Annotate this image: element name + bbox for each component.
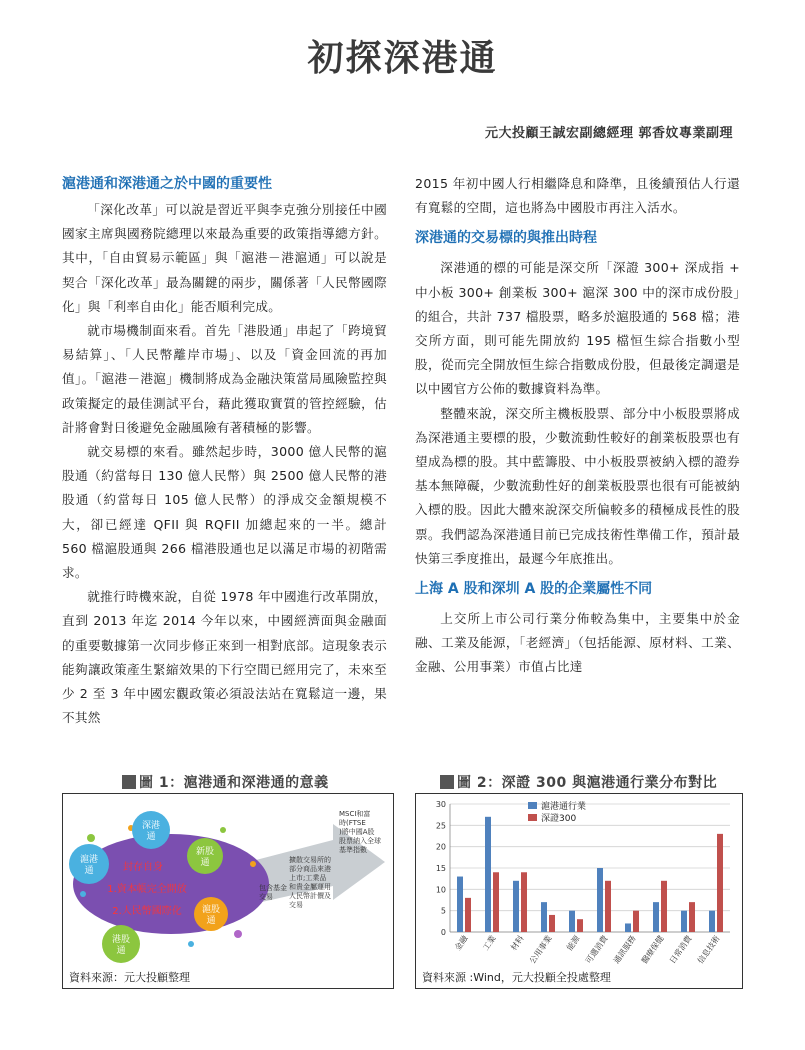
arrow-text: 交易 [259, 893, 273, 901]
center-item: 2.人民幣國際化 [112, 906, 182, 917]
x-tick-label: 信息技術 [695, 933, 722, 966]
bubble-label: 通 [116, 946, 126, 956]
bubble-label: 通 [146, 832, 156, 842]
arrow-text: 包含基金 [259, 884, 287, 892]
figure2-chart [415, 793, 743, 989]
section-heading-importance: 滬港通和深港通之於中國的重要性 [62, 176, 272, 192]
bar-hugangtong [681, 911, 687, 932]
bar-hugangtong [597, 868, 603, 932]
bar-chart-svg [416, 794, 741, 970]
dot-icon [250, 861, 256, 867]
bar-hugangtong [513, 881, 519, 932]
paragraph: 「深化改革」可以說是習近平與李克強分別接任中國國家主席與國務院總理以來最為重要的政策指導總方針。其中，「自由貿易示範區」與「滬港－港滬通」可以說是契合「深化改革」最為關鍵的兩步，關係著「人民幣國際化」與「利率自由化」能否順利完成。 [62, 202, 387, 314]
bar-shenzheng300 [717, 834, 723, 932]
bar-shenzheng300 [521, 872, 527, 932]
figure1-title: 圖 1：滬港通和深港通的意義 [122, 772, 329, 792]
bar-shenzheng300 [493, 872, 499, 932]
bar-shenzheng300 [661, 881, 667, 932]
y-tick-label: 5 [440, 906, 446, 916]
bubble-label: 滬港 [79, 855, 99, 865]
legend-swatch [528, 814, 537, 821]
bubble-label: 新股 [195, 847, 215, 857]
bubble-label: 通 [200, 858, 210, 868]
center-item: 1.資本帳完全開放 [107, 884, 187, 895]
figure1-svg [63, 794, 392, 966]
right-column [415, 172, 740, 680]
arrow-text: 時(FTSE [339, 819, 366, 827]
bar-hugangtong [457, 877, 463, 932]
legend-swatch [528, 802, 537, 809]
section-heading-targets: 深港通的交易標的與推出時程 [415, 230, 597, 247]
x-tick-label: 材料 [509, 933, 526, 953]
bar-shenzheng300 [689, 902, 695, 932]
bar-shenzheng300 [577, 919, 583, 932]
y-tick-label: 30 [435, 800, 446, 809]
x-tick-label: 日常消費 [667, 933, 694, 966]
dot-icon [80, 891, 86, 897]
bubble-label: 通 [206, 916, 216, 926]
arrow-text: 基準指數 [339, 846, 367, 854]
x-tick-label: 可選消費 [583, 933, 610, 966]
bubble-label: 深港 [141, 821, 161, 831]
x-tick-label: 通訊服務 [611, 933, 638, 966]
paragraph: 整體來說，深交所主機板股票、部分中小板股票將成為深港通主要標的股，少數流動性較好的創業板股票也有望成為標的股。其中藍籌股、中小板股票被納入標的證券基本無障礙，少數流動性好的創業板股票也很有可能被納入標的股。因此大體來說深交所偏較多的積極成長性的股票。我們認為深港通目前已完成技術性準備工作，預計最快第三季度推出，最遲今年底推出。 [415, 405, 740, 566]
bubble-label: 港股 [111, 935, 131, 945]
center-item: 封存自身 [123, 862, 163, 873]
paragraph: 上交所上市公司行業分佈較為集中，主要集中於金融、工業及能源，「老經濟」（包括能源、原材料、工業、金融、公用事業）市值占比達 [415, 611, 740, 675]
y-tick-label: 15 [435, 864, 446, 873]
y-tick-label: 0 [440, 928, 446, 937]
arrow-text: MSCI和富 [339, 810, 371, 818]
author-byline: 元大投顧王誠宏副總經理 郭香妏專業副理 [484, 126, 733, 141]
arrow-text: 上市;工業品 [289, 874, 327, 882]
arrow-text: 人民幣計價及 [289, 892, 331, 900]
dot-icon [87, 834, 95, 842]
dot-icon [234, 930, 242, 938]
y-tick-label: 25 [435, 821, 446, 831]
section-heading-attributes: 上海 A 股和深圳 A 股的企業屬性不同 [415, 581, 653, 598]
bar-shenzheng300 [633, 911, 639, 932]
bar-hugangtong [709, 911, 715, 932]
paragraph: 就推行時機來說，自從 1978 年中國進行改革開放，直到 2013 年迄 2014 今年以來，中國經濟面與金融面的重要數據第一次同步修正來到一相對底部。這現象表示能夠讓政策產生緊縮效果的下行空間已經用完了，未來至少 2 至 3 年中國宏觀政策必須設法站在寬鬆這一邊，果不其然 [62, 589, 387, 726]
dot-icon [188, 941, 194, 947]
arrow-text: 擴散交易所的 [289, 856, 331, 864]
bar-hugangtong [653, 902, 659, 932]
bar-shenzheng300 [465, 898, 471, 932]
x-tick-label: 金融 [453, 933, 470, 953]
bar-shenzheng300 [549, 915, 555, 932]
left-column [62, 172, 387, 730]
arrow-text: )將中國A股 [339, 828, 375, 836]
paragraph: 就交易標的來看。雖然起步時，3000 億人民幣的滬股通（約當每日 130 億人民幣）與 2500 億人民幣的港股通（約當每日 105 億人民幣）的淨成交金額規模不大，卻已經達 QFII 與 RQFII 加總起來的一半。總計 560 檔滬股通與 266 檔港股通也足以滿足市場的初階需求。 [62, 444, 387, 581]
x-tick-label: 工業 [481, 933, 498, 953]
arrow-text: 交易 [289, 901, 303, 909]
figure1-source: 資料來源：元大投顧整理 [69, 971, 190, 984]
bar-hugangtong [569, 911, 575, 932]
arrow-text: 和貴金屬運用 [289, 883, 331, 891]
x-tick-label: 醫療保健 [639, 933, 666, 966]
bubble-label: 通 [84, 866, 94, 876]
dot-icon [220, 827, 226, 833]
bubble-label: 滬股 [201, 905, 221, 915]
legend-label: 深證300 [541, 814, 577, 824]
y-tick-label: 10 [435, 885, 446, 895]
paragraph: 就市場機制面來看。首先「港股通」串起了「跨境貿易結算」、「人民幣離岸市場」、以及「資金回流的再加值」。「滬港－港滬」機制將成為金融決策當局風險監控與政策擬定的最佳測試平台，藉此獲取實質的管控經驗，估計將會對日後避免金融風險有著積極的影響。 [62, 323, 387, 435]
y-tick-label: 20 [435, 842, 446, 852]
figure2-source: 資料來源 :Wind，元大投顧全投處整理 [422, 971, 611, 984]
square-bullet-icon [122, 775, 136, 789]
bar-hugangtong [541, 902, 547, 932]
paragraph-continued: 2015 年初中國人行相繼降息和降準，且後續預估人行還有寬鬆的空間，這也將為中國股市再注入活水。 [415, 176, 740, 216]
bar-shenzheng300 [605, 881, 611, 932]
x-tick-label: 能源 [565, 933, 582, 953]
legend-label: 滬港通行業 [541, 802, 587, 812]
square-bullet-icon [440, 775, 454, 789]
bar-hugangtong [485, 817, 491, 932]
paragraph: 深港通的標的可能是深交所「深證 300+ 深成指 + 中小板 300+ 創業板 300+ 滬深 300 中的深市成份股」的組合，共計 737 檔股票，略多於滬股通的 568 檔；港交所方面，則可能先開放約 195 檔恒生綜合指數小型股，從而完全開放恒生綜合指數成份股，但最後定調還是以中國官方公佈的數據資料為準。 [415, 260, 740, 397]
x-tick-label: 公用事業 [527, 933, 554, 966]
bar-hugangtong [625, 923, 631, 932]
figure2-title: 圖 2：深證 300 與滬港通行業分布對比 [440, 772, 717, 792]
page-title: 初探深港通 [307, 38, 498, 79]
arrow-text: 部分商品來港 [289, 865, 331, 873]
arrow-text: 股票納入全球 [339, 837, 381, 845]
figure1-diagram [62, 793, 394, 989]
